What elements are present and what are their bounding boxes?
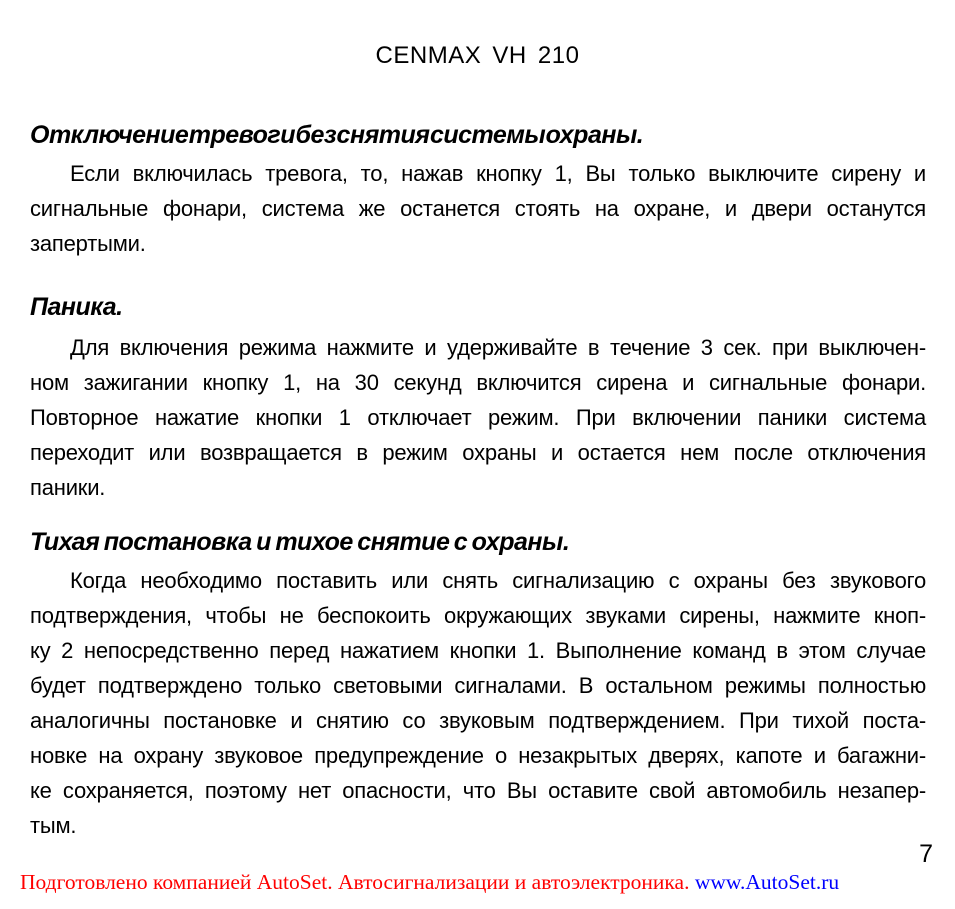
paragraph-line: ку 2 непосредственно перед нажатием кнопки 1. Выполнение команд в этом случае bbox=[30, 638, 926, 663]
paragraph-line: тым. bbox=[30, 813, 77, 838]
paragraph-line: ке сохраняется, поэтому нет опасности, что Вы оставите свой автомобиль незапер- bbox=[30, 778, 926, 803]
paragraph-line: переходит или возвращается в режим охраны и остается нем после отключения bbox=[30, 440, 926, 465]
paragraph-line: новке на охрану звуковое предупреждение о незакрытых дверях, капоте и багажни- bbox=[30, 743, 926, 768]
paragraph-line: аналогичны постановке и снятию со звуковым подтверждением. При тихой поста- bbox=[30, 708, 926, 733]
paragraph-line: Повторное нажатие кнопки 1 отключает режим. При включении паники система bbox=[30, 405, 926, 430]
footer-company-text: Подготовлено компанией AutoSet. Автосигнализации и автоэлектроника. bbox=[20, 870, 695, 894]
page-number: 7 bbox=[919, 840, 933, 868]
paragraph-line: Если включилась тревога, то, нажав кнопку 1, Вы только выключите сирену и bbox=[70, 161, 926, 186]
section-heading-silent-arming: Тихая постановка и тихое снятие с охраны. bbox=[30, 528, 570, 556]
paragraph-line: Для включения режима нажмите и удерживайте в течение 3 сек. при выключен- bbox=[70, 335, 926, 360]
paragraph-line: ном зажигании кнопку 1, на 30 секунд включится сирена и сигнальные фонари. bbox=[30, 370, 926, 395]
paragraph-panic bbox=[30, 330, 926, 505]
paragraph-line: сигнальные фонари, система же останется стоять на охране, и двери останутся bbox=[30, 196, 926, 221]
footer-website-link[interactable]: www.AutoSet.ru bbox=[694, 870, 840, 894]
section-heading-alarm-off: Отключение тревоги без снятия системы охраны. bbox=[30, 121, 644, 149]
section-heading-panic: Паника. bbox=[30, 293, 123, 321]
document-title: CENMAX VH 210 bbox=[375, 42, 580, 69]
paragraph-alarm-off bbox=[30, 156, 926, 261]
footer bbox=[20, 870, 935, 895]
paragraph-line: запертыми. bbox=[30, 231, 146, 256]
paragraph-silent-arming bbox=[30, 563, 926, 843]
paragraph-line: Когда необходимо поставить или снять сигнализацию с охраны без звукового bbox=[70, 568, 926, 593]
paragraph-line: паники. bbox=[30, 475, 106, 500]
paragraph-line: будет подтверждено только световыми сигналами. В остальном режимы полностью bbox=[30, 673, 926, 698]
paragraph-line: подтверждения, чтобы не беспокоить окружающих звуками сирены, нажмите кноп- bbox=[30, 603, 926, 628]
